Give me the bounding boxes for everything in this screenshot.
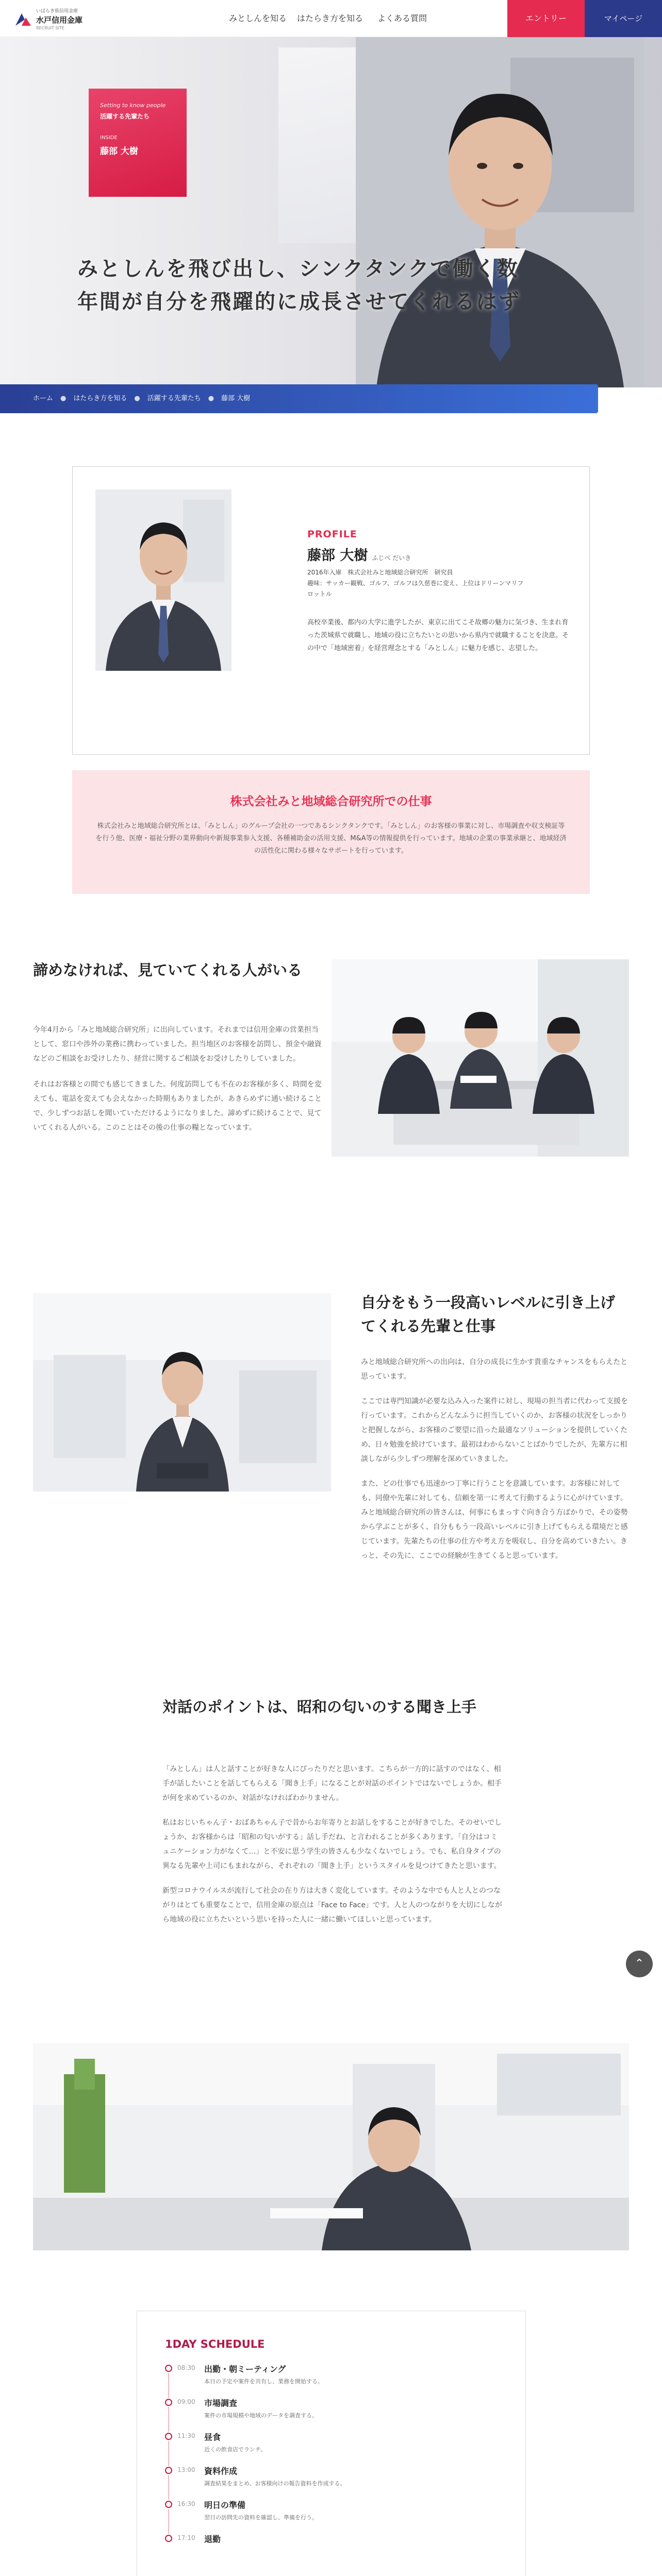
work-summary-title: 株式会社みと地域総合研究所での仕事	[230, 795, 432, 808]
profile-meta-line: ロットル	[307, 590, 332, 598]
site-header	[0, 0, 662, 37]
section2-paragraph: また、どの仕事でも迅速かつ丁寧に行うことを意識しています。お客様に対しても、同僚や先輩に対しても、信頼を第一に考えて行動するように心がけています。	[361, 1480, 627, 1502]
section3-paragraph: 私はおじいちゃん子・おばあちゃん子で昔からお年寄りとお話しをすることが好きでした。そのせいでしょうか、お客様からは「昭和の匂いがする」話し手だね、と言われることが多くあります。「自分はコミュニケーション力がなくて…」と不安に思う学生の皆さんも少なくないでしょう。でも、私自身タイプの異なる先輩や上司にもまれながら、それぞれの「聞き上手」というスタイルを見つけてきたと思います。	[162, 1819, 502, 1870]
entry-button[interactable]: エントリー	[507, 0, 585, 37]
section1-body	[33, 1023, 322, 1135]
schedule-name: 昼食	[204, 2432, 221, 2442]
section3-body	[162, 1762, 503, 1927]
breadcrumb-home[interactable]: ホーム	[33, 395, 54, 402]
meeting-photo	[332, 959, 629, 1157]
global-nav	[222, 0, 438, 37]
schedule-desc: 翌日の訪問先の資料を確認し、準備を行う。	[204, 2514, 318, 2521]
profile-card	[72, 466, 590, 755]
profile-meta-line: 趣味：サッカー観戦、ゴルフ、ゴルフは久慈巻に変え、上位はドリーンマリフ	[307, 580, 524, 587]
breadcrumb-separator-icon: ●	[208, 395, 214, 402]
timeline-dot-icon	[165, 2365, 172, 2372]
timeline-line	[168, 2441, 169, 2466]
schedule-item	[165, 2533, 500, 2567]
section2-body	[361, 1355, 629, 1563]
schedule-desc: 調査結果をまとめ、お客様向けの報告資料を作成する。	[204, 2480, 346, 2487]
hero-badge	[89, 89, 187, 197]
office-portrait-photo	[33, 1293, 331, 1492]
logo-mark-icon	[14, 11, 32, 27]
mypage-button[interactable]: マイページ	[585, 0, 662, 37]
arrow-up-icon: ⌃	[634, 1957, 644, 1970]
schedule-item	[165, 2431, 500, 2465]
breadcrumb-workstyle[interactable]: はたらき方を知る	[73, 395, 127, 402]
breadcrumb-current: 藤部 大樹	[221, 395, 251, 402]
schedule-item	[165, 2499, 500, 2533]
section1-paragraph: それはお客様との間でも感じてきました。何度訪問しても不在のお客様が多く、時間を変えても、電話を変えても会えなかった時期もありましたが、あきらめずに通い続けることで、少しずつお話しを聞いていただけるようになりました。諦めずに続けることで、見ていてくれる人がいる。このことはその後の仕事の糧となっています。	[33, 1080, 322, 1132]
profile-heading: PROFILE	[307, 529, 357, 540]
schedule-desc: 本日の予定や案件を共有し、業務を開始する。	[204, 2378, 323, 2385]
breadcrumb-separator-icon: ●	[60, 395, 67, 402]
schedule-item	[165, 2363, 500, 2397]
timeline-dot-icon	[165, 2501, 172, 2508]
timeline-dot-icon	[165, 2535, 172, 2542]
site-logo[interactable]	[14, 7, 82, 30]
section2-paragraph: みと地域総合研究所への出向は、自分の成長に生かす貴重なチャンスをもらえたと思っています。	[361, 1358, 628, 1381]
schedule-name: 出勤・朝ミーティング	[204, 2364, 286, 2374]
hero-badge-label: INSIDE	[100, 135, 118, 141]
nav-item-workstyle[interactable]: はたらき方を知る	[296, 13, 363, 23]
timeline-line	[168, 2373, 169, 2398]
schedule-title: 1DAY SCHEDULE	[165, 2338, 265, 2350]
schedule-list	[165, 2363, 500, 2567]
hero	[0, 37, 662, 387]
section2-paragraph: みと地域総合研究所の皆さんは、何事にもまっすぐ向き合う方ばかりで、その姿勢から学ぶことが多く、自分ももう一段高いレベルに引き上げてもらえる環境だと感じています。先輩たちの仕事の仕方や考え方を吸収し、自分を高めていきたい。きっと、その先に、ここでの経験が生きてくると思っています。	[361, 1509, 628, 1560]
schedule-name: 明日の準備	[204, 2500, 246, 2510]
desk-work-photo	[33, 2043, 629, 2250]
schedule-time: 16:30	[177, 2500, 195, 2507]
schedule-time: 08:30	[177, 2364, 195, 2371]
hero-photo	[356, 37, 644, 387]
timeline-dot-icon	[165, 2399, 172, 2406]
timeline-dot-icon	[165, 2467, 172, 2474]
schedule-time: 11:30	[177, 2432, 195, 2439]
timeline-line	[168, 2407, 169, 2432]
profile-meta-line: 2016年入庫 株式会社みと地域総合研究所 研究員	[307, 569, 453, 576]
timeline-line	[168, 2509, 169, 2534]
schedule-item	[165, 2397, 500, 2431]
profile-photo	[95, 489, 231, 671]
logo-main-text: 水戸信用金庫	[36, 15, 83, 25]
logo-sub-text: RECRUIT SITE	[36, 26, 64, 30]
hero-catchcopy	[77, 252, 521, 318]
scroll-top-button[interactable]	[626, 1951, 653, 1977]
breadcrumb-separator-icon: ●	[134, 395, 140, 402]
daily-schedule	[137, 2311, 526, 2576]
schedule-name: 市場調査	[204, 2398, 238, 2408]
section3-paragraph: 「みとしん」は人と話すことが好きな人にぴったりだと思います。こちらが一方的に話すのではなく、相手が話したいことを話してもらえる「聞き上手」になることが対話のポイントではないでしょうか。相手が何を求めているのか、対話がなければわかりません。	[162, 1765, 502, 1802]
profile-kana: ふじべ だいき	[372, 554, 411, 562]
section3-title: 対話のポイントは、昭和の匂いのする聞き上手	[162, 1698, 477, 1716]
hero-badge-name: 藤部 大樹	[100, 146, 138, 157]
section2-title: 自分をもう一段高いレベルに引き上げてくれる先輩と仕事	[361, 1294, 616, 1335]
hero-badge-english: Setting to know people	[100, 102, 166, 109]
section2-paragraph: ここでは専門知識が必要な込み入った案件に対し、現場の担当者に代わって支援を行っています。これからどんなふうに担当していくのか、お客様の状況をしっかりと把握しながら、お客様のご要望に沿った最適なソリューションを提供していくため、日々勉強を続けています。最初はわからないことばかりでしたが、先輩方に相談しながら少しずつ理解を深めていきました。	[361, 1397, 628, 1463]
logo-small-text: いばらき県信用金庫	[36, 9, 78, 14]
schedule-time: 09:00	[177, 2398, 195, 2405]
timeline-line	[168, 2475, 169, 2500]
section1-paragraph: 今年4月から「みと地域総合研究所」に出向しています。それまでは信用金庫の営業担当として、窓口や渉外の業務に携わっていました。担当地区のお客様を訪問し、預金や融資などのご相談をお受けしたり、経営に関するご相談をお受けしたりしていました。	[33, 1026, 322, 1063]
schedule-time: 17:10	[177, 2534, 195, 2541]
section3-paragraph: 新型コロナウイルスが流行して社会の在り方は大きく変化しています。そのような中でも人と人とのつながりはとても重要なことで、信用金庫の原点は「Face to Face」です。人と人のつながりを大切にしながら地域の役に立ちたいという思いを持った人に一緒に働いてほしいと思っています。	[162, 1887, 502, 1924]
profile-description: 高校卒業後、都内の大学に進学したが、東京に出てこそ故郷の魅力に気づき、生まれ育った茨城県で就職し、地域の役に立ちたいとの思いから県内で就職することを決意。その中で「地域密着」を経営理念とする「みとしん」に魅力を感じ、志望した。	[307, 619, 569, 652]
hero-catch-line1: みとしんを飛び出し、シンクタンクで働く数	[77, 257, 519, 281]
schedule-item	[165, 2465, 500, 2499]
schedule-name: 退勤	[204, 2534, 221, 2544]
profile-name: 藤部 大樹 ふじべ だいき	[307, 548, 411, 564]
breadcrumb-seniors[interactable]: 活躍する先輩たち	[147, 395, 201, 402]
hero-catch-line2: 年間が自分を飛躍的に成長させてくれるはず	[77, 290, 521, 314]
schedule-desc: 案件の市場規模や地域のデータを調査する。	[204, 2412, 318, 2419]
hero-badge-category: 活躍する先輩たち	[100, 113, 150, 120]
nav-item-about[interactable]: みとしんを知る	[228, 13, 287, 23]
work-summary-text: 株式会社みと地域総合研究所とは、「みとしん」のグループ会社の一つであるシンクタンクです。「みとしん」のお客様の事業に対し、市場調査や収支検証等を行う他、医療・福祉分野の業界動向や新規事業参入支援、各種補助金の活用支援、M&A等の情報提供を行っています。地域の企業の事業承継と、地域経済の活性化に関わる様々なサポートを行っています。	[95, 822, 567, 855]
profile-meta	[307, 567, 570, 600]
schedule-name: 資料作成	[204, 2466, 238, 2476]
schedule-time: 13:00	[177, 2466, 195, 2473]
nav-item-faq[interactable]: よくある質問	[377, 13, 427, 23]
schedule-desc: 近くの飲食店でランチ。	[204, 2446, 267, 2453]
breadcrumb	[0, 384, 598, 413]
timeline-dot-icon	[165, 2433, 172, 2440]
work-summary	[72, 770, 590, 894]
section1-title: 諦めなければ、見ていてくれる人がいる	[33, 961, 303, 979]
